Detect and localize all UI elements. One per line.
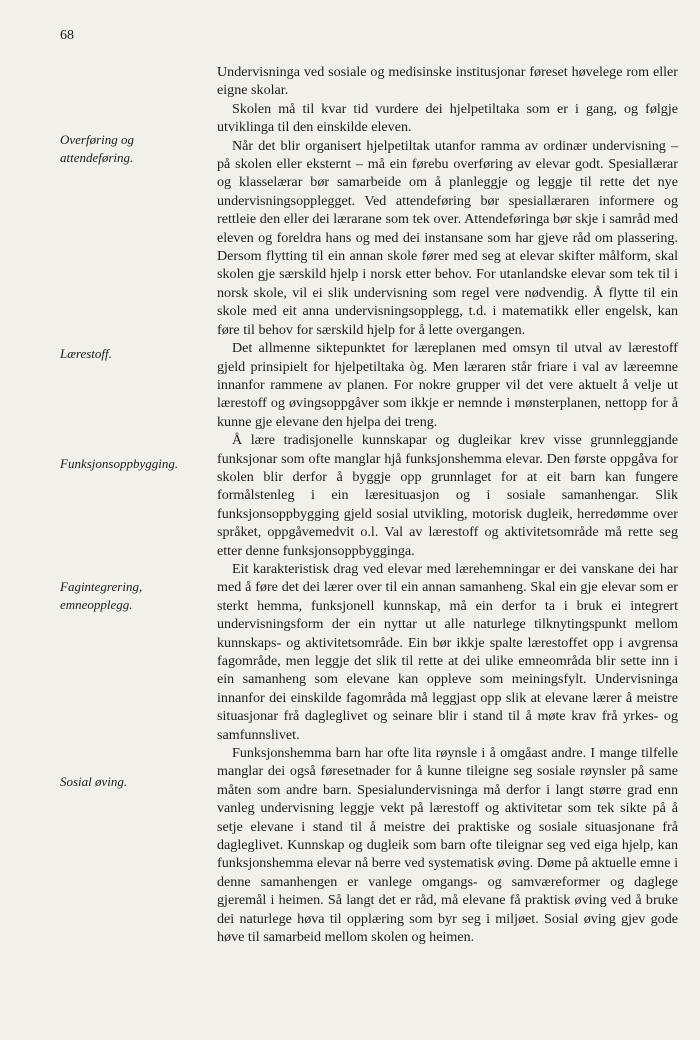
paragraph: Eit karakteristisk drag ved elevar med lærehemningar er dei vanskane dei har med å føre det dei lærer over til ein annan samanheng. Skal ein gje elevar som er sterkt hemma, funksjonell kunnskap, må ein derfor ta i bruk ei integrert undervisningsform der ein nyttar ut alle naturlege tilknytingspunkt mellom kunnskaps- og aktivitetsområde. Ein bør ikkje spalte lærestoffet opp i avgrensa fagområde, men leggje det slik til rette at dei ulike emneområda blir sette inn i ein samanheng som elevane kan oppleve som meiningsfylt. Undervisninga innanfor dei einskilde fagområda må leggjast opp slik at elevane lærer å meistre situasjonar frå dagleglivet og seinare blir i stand til å møte krav frå yrkes- og samfunnslivet. xyxy=(217,560,678,743)
paragraph: Skolen må til kvar tid vurdere dei hjelpetiltaka som er i gang, og følgje utviklinga til den einskilde eleven. xyxy=(217,100,678,136)
paragraph: Funksjonshemma barn har ofte lita røynsle i å omgåast andre. I mange tilfelle manglar dei også føresetnader for å kunne tileigne seg sosiale røynsler på same måten som andre barn. Spesialundervisninga må derfor i langt større grad enn vanleg undervisning leggje vekt på lærestoff og aktivitetar som tek sikte på å setje elevane i stand til å meistre dei praktiske og sosiale situasjonane frå dagleglivet. Kunnskap og dugleik som barn ofte tileignar seg ved eiga hjelp, kan funksjonshemma elevar nå berre ved systematisk øving. Døme på aktuelle emne i denne samanhengen er vanlege omgangs- og samværeformer og daglege gjeremål i heimen. Så langt det er råd, må elevane få praktisk øving ved å bruke dei naturlege høva til opplæring som byr seg i miljøet. Sosial øving gjev gode høve til samarbeid mellom skolen og heimen. xyxy=(217,745,678,946)
paragraph: Å lære tradisjonelle kunnskapar og dugleikar krev visse grunnleggjande funksjonar som ofte manglar hjå funksjonshemma elevar. Den første oppgåva for skolen blir derfor å byggje opp grunnlaget for at eit barn kan fungere formålstenleg i ein læresituasjon og i sosiale samanhengar. Slik funksjonsoppbygging gjeld sosial utvikling, motorisk dugleik, herredømme over språket, oppgåvemedvit o.l. Val av lærestoff og aktivitetsområde må rette seg etter denne funksjonsoppbygginga. xyxy=(217,432,678,559)
margin-note-funksjonsoppbygging: Funksjonsoppbygging. xyxy=(60,456,179,471)
paragraph: Undervisninga ved sosiale og medisinske institusjonar føreset høvelege rom eller eigne skolar. xyxy=(217,64,678,99)
margin-note-sosial-oving: Sosial øving. xyxy=(60,774,128,789)
margin-note-overforing: Overføring og attendeføring. xyxy=(60,132,135,165)
margin-note-larestoff: Lærestoff. xyxy=(60,346,112,361)
paragraph: Det allmenne siktepunktet for læreplanen med omsyn til utval av lærestoff gjeld prinsipielt for hjelpetiltaka òg. Men læraren står friare i val av læreemne innanfor rammene av planen. For nokre grupper vil det vere aktuelt å velje ut lærestoff og øvingsoppgåver som ikkje er nemnde i mønsterplanen, nettopp for å kunne gje elevane den hjelpa dei treng. xyxy=(217,340,678,430)
page-number: 68 xyxy=(60,28,74,43)
paragraph: Når det blir organisert hjelpetiltak utanfor ramma av ordinær undervisning – på skolen eller eksternt – må ein førebu overføring av elevar godt. Spesiallærar og klasselærar bør samarbeide om å planleggje og leggje til rette det nye undervisningsopplegget. Ved attendeføring bør spesiallæraren informere og rettleie den eller dei lærarane som tek over. Attendeføringa bør skje i samråd med eleven og foreldra hans og med dei instansane som har gjeve råd om plassering. Dersom flytting til ein annan skole fører med seg at elevar skifter målform, skal skolen gje særskild hjelp i norsk etter behov. For utanlandske elevar som tek til i norsk skole, vil ei slik undervisning som regel vere nødvendig. Å flytte til ein skole med eit anna undervisningsopplegg, t.d. i matematikk eller engelsk, kan føre til behov for særskild hjelp for å lette overgangen. xyxy=(217,137,678,338)
margin-note-fagintegrering: Fagintegrering, emneopplegg. xyxy=(60,579,143,612)
body-text xyxy=(217,63,678,947)
